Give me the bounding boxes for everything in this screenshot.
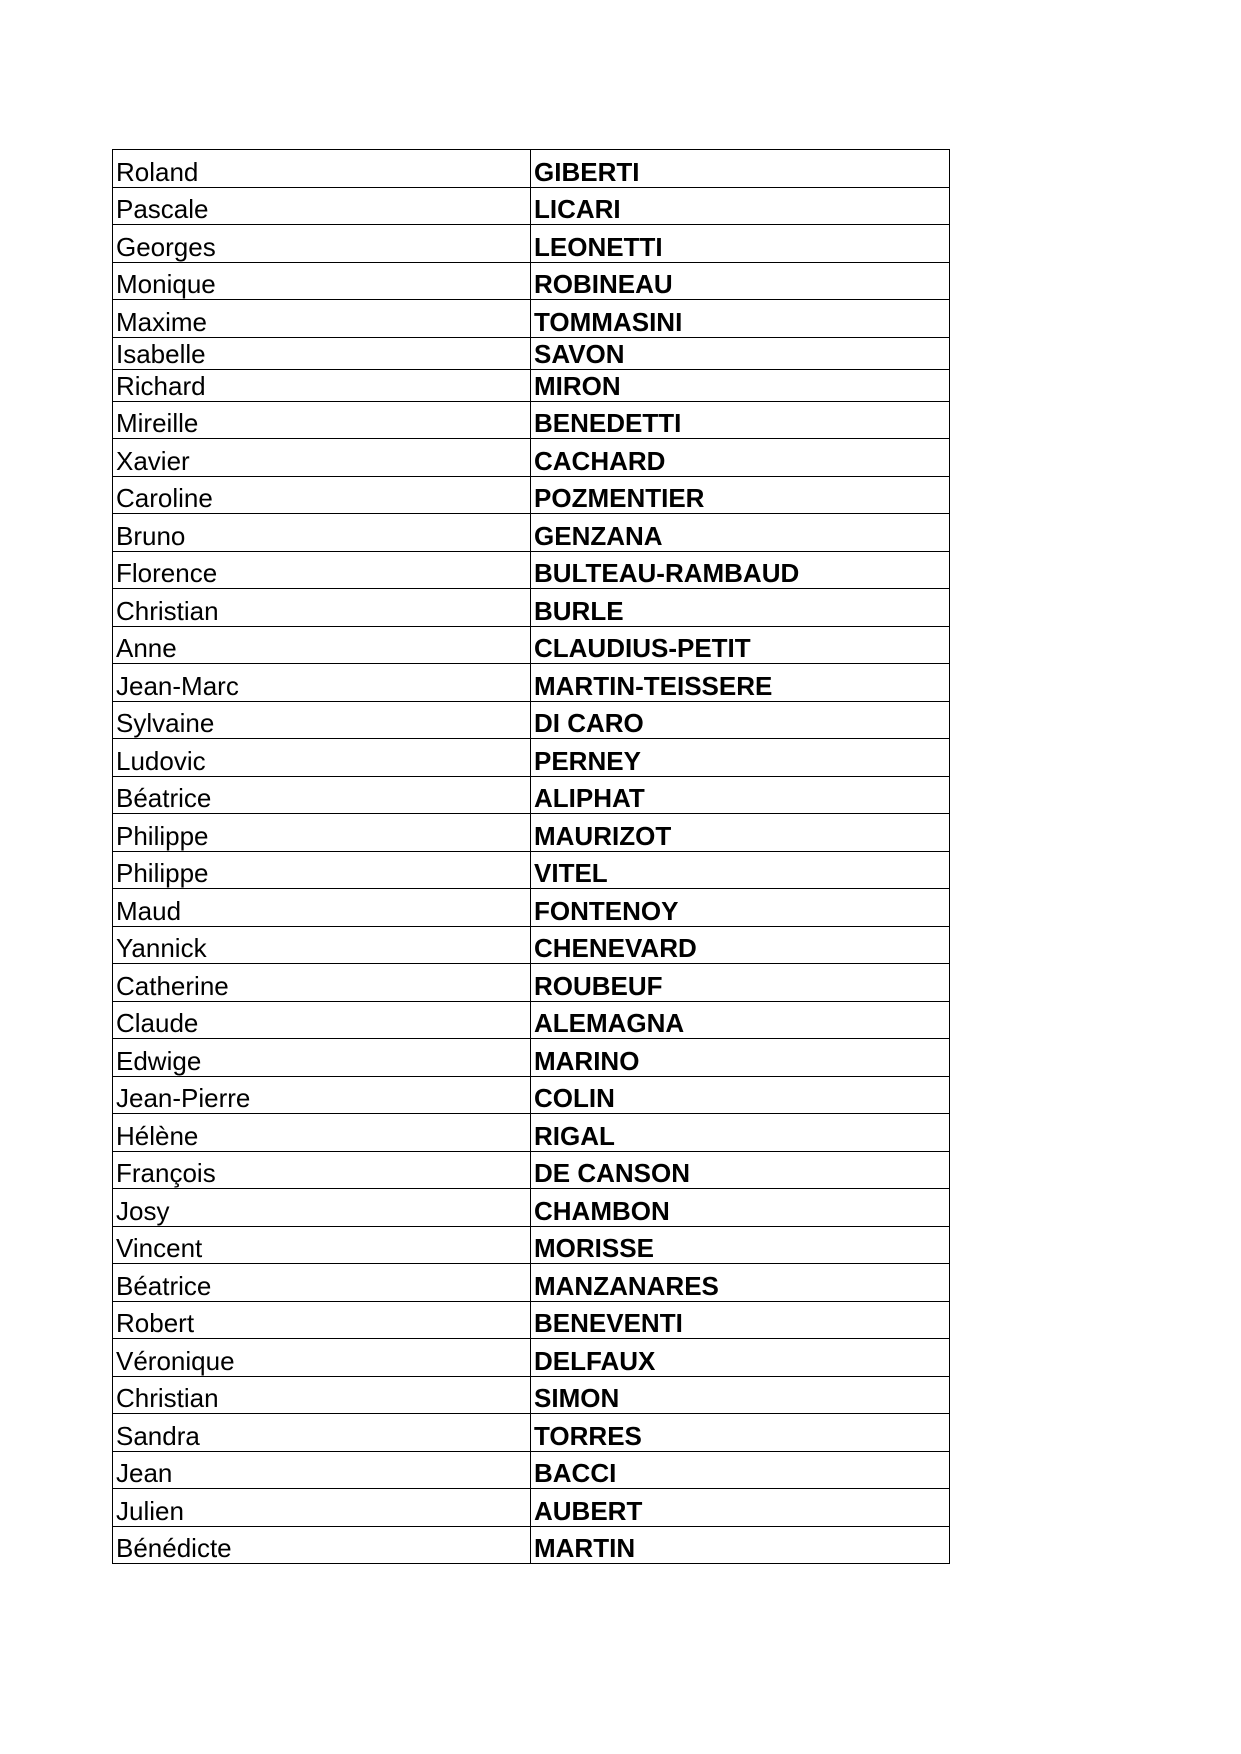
- last-name-cell: BACCI: [531, 1451, 950, 1489]
- table-row: [113, 369, 950, 401]
- last-name-cell: TORRES: [531, 1414, 950, 1452]
- table-row: [113, 337, 950, 369]
- table-row: [113, 1151, 950, 1189]
- first-name-cell: Sandra: [113, 1414, 531, 1452]
- table-row: [113, 1489, 950, 1527]
- last-name-cell: MARINO: [531, 1039, 950, 1077]
- first-name-cell: Bruno: [113, 514, 531, 552]
- last-name-cell: DELFAUX: [531, 1339, 950, 1377]
- first-name-cell: Isabelle: [113, 337, 531, 369]
- last-name-cell: SIMON: [531, 1376, 950, 1414]
- last-name-cell: GIBERTI: [531, 150, 950, 188]
- last-name-cell: LEONETTI: [531, 225, 950, 263]
- first-name-cell: Bénédicte: [113, 1526, 531, 1564]
- first-name-cell: Béatrice: [113, 776, 531, 814]
- first-name-cell: Ludovic: [113, 739, 531, 777]
- first-name-cell: Richard: [113, 369, 531, 401]
- table-row: [113, 1264, 950, 1302]
- last-name-cell: MARTIN-TEISSERE: [531, 664, 950, 702]
- table-row: [113, 814, 950, 852]
- first-name-cell: Josy: [113, 1189, 531, 1227]
- table-row: [113, 1376, 950, 1414]
- first-name-cell: Roland: [113, 150, 531, 188]
- table-row: [113, 262, 950, 300]
- table-row: [113, 514, 950, 552]
- table-row: [113, 551, 950, 589]
- last-name-cell: BENEVENTI: [531, 1301, 950, 1339]
- table-row: [113, 187, 950, 225]
- first-name-cell: Mireille: [113, 401, 531, 439]
- table-row: [113, 1451, 950, 1489]
- first-name-cell: Edwige: [113, 1039, 531, 1077]
- table-row: [113, 1339, 950, 1377]
- table-row: [113, 626, 950, 664]
- table-row: [113, 926, 950, 964]
- last-name-cell: MARTIN: [531, 1526, 950, 1564]
- first-name-cell: Pascale: [113, 187, 531, 225]
- table-row: [113, 1226, 950, 1264]
- table-row: [113, 300, 950, 338]
- table-row: [113, 1189, 950, 1227]
- first-name-cell: Béatrice: [113, 1264, 531, 1302]
- table-row: [113, 1076, 950, 1114]
- last-name-cell: DI CARO: [531, 701, 950, 739]
- last-name-cell: VITEL: [531, 851, 950, 889]
- table-row: [113, 439, 950, 477]
- table-row: [113, 1526, 950, 1564]
- last-name-cell: ALIPHAT: [531, 776, 950, 814]
- last-name-cell: TOMMASINI: [531, 300, 950, 338]
- last-name-cell: CHAMBON: [531, 1189, 950, 1227]
- first-name-cell: Catherine: [113, 964, 531, 1002]
- first-name-cell: Robert: [113, 1301, 531, 1339]
- first-name-cell: Georges: [113, 225, 531, 263]
- table-row: [113, 701, 950, 739]
- first-name-cell: Jean: [113, 1451, 531, 1489]
- first-name-cell: Claude: [113, 1001, 531, 1039]
- table-row: [113, 664, 950, 702]
- first-name-cell: Jean-Pierre: [113, 1076, 531, 1114]
- first-name-cell: Julien: [113, 1489, 531, 1527]
- last-name-cell: MANZANARES: [531, 1264, 950, 1302]
- first-name-cell: Maud: [113, 889, 531, 927]
- last-name-cell: ALEMAGNA: [531, 1001, 950, 1039]
- last-name-cell: FONTENOY: [531, 889, 950, 927]
- first-name-cell: Véronique: [113, 1339, 531, 1377]
- last-name-cell: CACHARD: [531, 439, 950, 477]
- first-name-cell: Anne: [113, 626, 531, 664]
- last-name-cell: MAURIZOT: [531, 814, 950, 852]
- last-name-cell: BURLE: [531, 589, 950, 627]
- first-name-cell: Sylvaine: [113, 701, 531, 739]
- table-row: [113, 589, 950, 627]
- table-row: [113, 964, 950, 1002]
- table-row: [113, 1301, 950, 1339]
- table-row: [113, 851, 950, 889]
- last-name-cell: CLAUDIUS-PETIT: [531, 626, 950, 664]
- names-table-body: [113, 150, 950, 1564]
- last-name-cell: ROBINEAU: [531, 262, 950, 300]
- first-name-cell: François: [113, 1151, 531, 1189]
- last-name-cell: BENEDETTI: [531, 401, 950, 439]
- first-name-cell: Yannick: [113, 926, 531, 964]
- first-name-cell: Philippe: [113, 851, 531, 889]
- last-name-cell: MIRON: [531, 369, 950, 401]
- first-name-cell: Xavier: [113, 439, 531, 477]
- table-row: [113, 401, 950, 439]
- last-name-cell: PERNEY: [531, 739, 950, 777]
- table-row: [113, 889, 950, 927]
- table-row: [113, 225, 950, 263]
- first-name-cell: Vincent: [113, 1226, 531, 1264]
- first-name-cell: Christian: [113, 589, 531, 627]
- last-name-cell: CHENEVARD: [531, 926, 950, 964]
- table-row: [113, 1039, 950, 1077]
- table-row: [113, 150, 950, 188]
- last-name-cell: COLIN: [531, 1076, 950, 1114]
- last-name-cell: SAVON: [531, 337, 950, 369]
- last-name-cell: LICARI: [531, 187, 950, 225]
- table-row: [113, 1001, 950, 1039]
- last-name-cell: POZMENTIER: [531, 476, 950, 514]
- table-row: [113, 1414, 950, 1452]
- first-name-cell: Monique: [113, 262, 531, 300]
- first-name-cell: Christian: [113, 1376, 531, 1414]
- last-name-cell: DE CANSON: [531, 1151, 950, 1189]
- table-row: [113, 776, 950, 814]
- last-name-cell: RIGAL: [531, 1114, 950, 1152]
- first-name-cell: Maxime: [113, 300, 531, 338]
- last-name-cell: ROUBEUF: [531, 964, 950, 1002]
- table-row: [113, 476, 950, 514]
- last-name-cell: AUBERT: [531, 1489, 950, 1527]
- table-row: [113, 739, 950, 777]
- last-name-cell: BULTEAU-RAMBAUD: [531, 551, 950, 589]
- first-name-cell: Florence: [113, 551, 531, 589]
- last-name-cell: MORISSE: [531, 1226, 950, 1264]
- first-name-cell: Jean-Marc: [113, 664, 531, 702]
- first-name-cell: Philippe: [113, 814, 531, 852]
- table-row: [113, 1114, 950, 1152]
- first-name-cell: Caroline: [113, 476, 531, 514]
- first-name-cell: Hélène: [113, 1114, 531, 1152]
- names-table: [112, 149, 950, 1564]
- last-name-cell: GENZANA: [531, 514, 950, 552]
